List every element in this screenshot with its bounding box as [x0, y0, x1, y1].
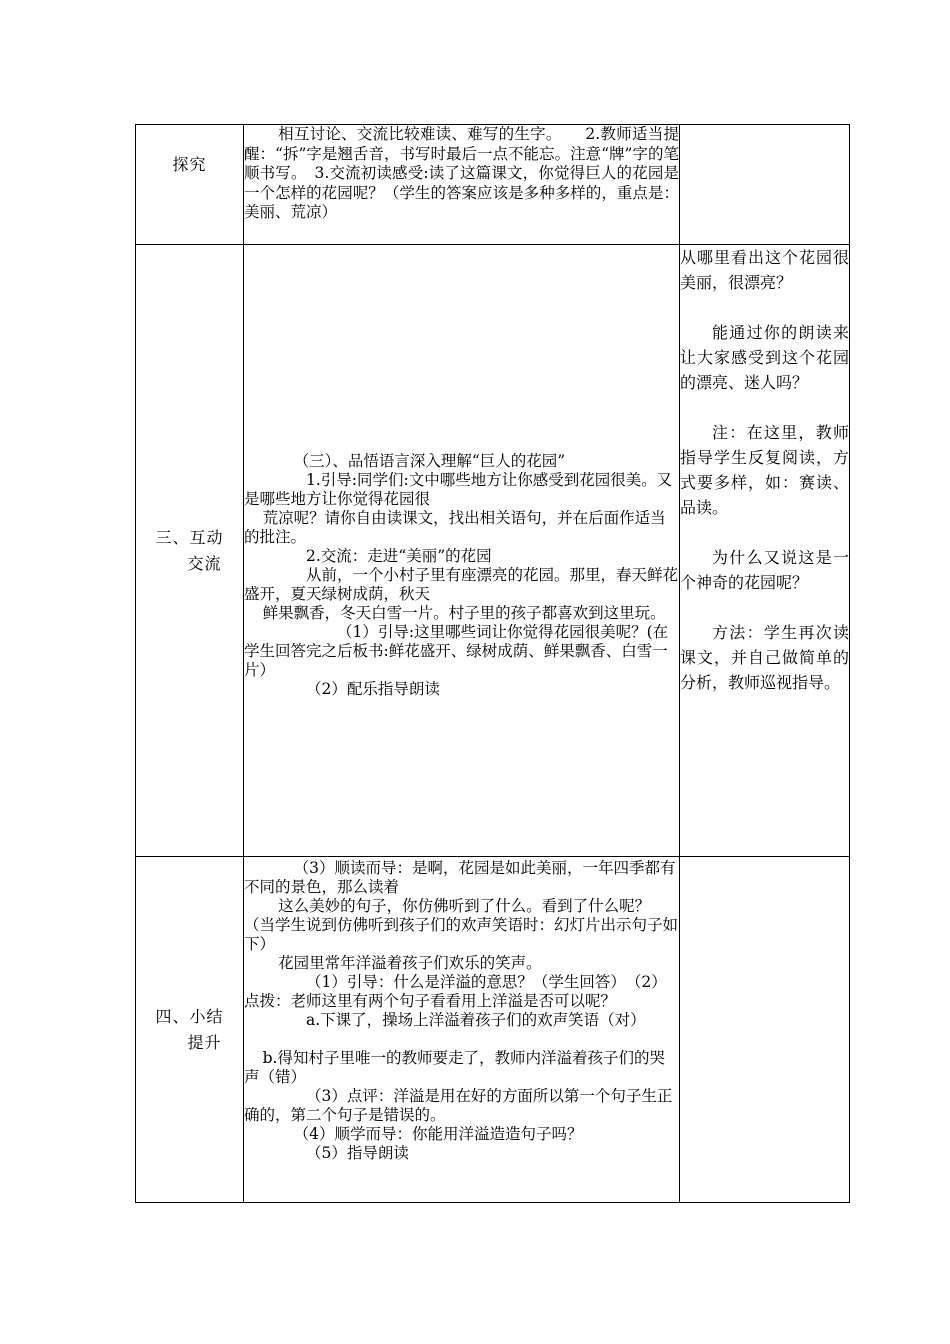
notes-cell [680, 125, 850, 245]
teaching-note: 能通过你的朗读来让大家感受到这个花园的漂亮、迷人吗？ [680, 323, 849, 392]
notes-cell [680, 857, 850, 1203]
content-paragraph: 花园里常年洋溢着孩子们欢乐的笑声。 [278, 954, 542, 972]
content-paragraph: （3）顺读而导：是啊，花园是如此美丽，一年四季都有不同的景色，那么读着 [244, 859, 676, 896]
content-paragraph: （1）引导：什么是洋溢的意思？（学生回答） （2）点拨：老师这里有两个句子看看用上洋溢是否可以呢？ [244, 973, 667, 1010]
table-row [136, 857, 850, 1203]
stage-label: 三、互动 [155, 527, 224, 547]
content-paragraph: （三）、品悟语言深入理解“巨人的花园” [293, 452, 566, 470]
content-paragraph: （1）引导:这里哪些词让你觉得花园很美呢？(在学生回答完之后板书:鲜花盛开、绿树成荫、鲜果飘香、白雪一片） [244, 623, 669, 679]
content-paragraph: （4）顺学而导：你能用洋溢造造句子吗？ [293, 1125, 583, 1143]
stage-label: 探究 [172, 154, 207, 174]
content-paragraph: a.下课了，操场上洋溢着孩子们的欢声笑语（对） [306, 1011, 646, 1029]
teaching-note: 注：在这里，教师指导学生反复阅读，方式要多样，如：赛读、品读。 [680, 423, 849, 517]
content-paragraph: 2.交流：走进“美丽”的花园 [306, 547, 492, 565]
stage-cell [136, 245, 244, 857]
stage-label: 四、小结 [155, 1006, 224, 1026]
notes-cell [680, 245, 850, 857]
stage-label: 交流 [187, 553, 222, 573]
content-paragraph: 荒凉呢？请你自由读课文，找出相关语句，并在后面作适当的批注。 [244, 509, 666, 546]
table-row [136, 245, 850, 857]
content-paragraph: 相互讨论、交流比较难读、难写的生字。 2.教师适当提醒：“拆”字是翘舌音，书写时最后一点不能忘。注意“牌”字的笔顺书写。 3.交流初读感受:读了这篇课文，你觉得巨人的花园是一个怎样的花园呢？（学生的答案应该是多种多样的，重点是：美丽、荒凉） [244, 125, 679, 221]
content-paragraph: b.得知村子里唯一的教师要走了，教师内洋溢着孩子们的哭声（错） [244, 1049, 665, 1086]
teaching-note: 为什么又说这是一个神奇的花园呢？ [680, 548, 849, 592]
stage-label: 提升 [187, 1032, 222, 1052]
content-paragraph: （5）指导朗读 [306, 1144, 409, 1162]
content-cell [244, 857, 680, 1203]
content-paragraph: 这么美妙的句子，你仿佛听到了什么。看到了什么呢？（当学生说到仿佛听到孩子们的欢声笑语时：幻灯片出示句子如下） [244, 897, 679, 953]
content-paragraph: 鲜果飘香，冬天白雪一片。村子里的孩子都喜欢到这里玩。 [262, 604, 666, 622]
content-cell [244, 245, 680, 857]
stage-cell [136, 857, 244, 1203]
teaching-note: 从哪里看出这个花园很美丽，很漂亮？ [680, 248, 849, 292]
content-paragraph: （2）配乐指导朗读 [306, 680, 440, 698]
content-cell [244, 125, 680, 245]
lesson-plan-table [135, 124, 850, 1203]
table-row [136, 125, 850, 245]
content-paragraph: 从前，一个小村子里有座漂亮的花园。那里，春天鲜花盛开，夏天绿树成荫，秋天 [244, 566, 679, 603]
teaching-note: 方法：学生再次读课文，并自己做简单的分析，教师巡视指导。 [680, 623, 849, 692]
content-paragraph: （3）点评：洋溢是用在好的方面所以第一个句子生正确的，第二个句子是错误的。 [244, 1087, 673, 1124]
content-paragraph: 1.引导:同学们:文中哪些地方让你感受到花园很美。又是哪些地方让你觉得花园很 [244, 471, 673, 508]
stage-cell [136, 125, 244, 245]
